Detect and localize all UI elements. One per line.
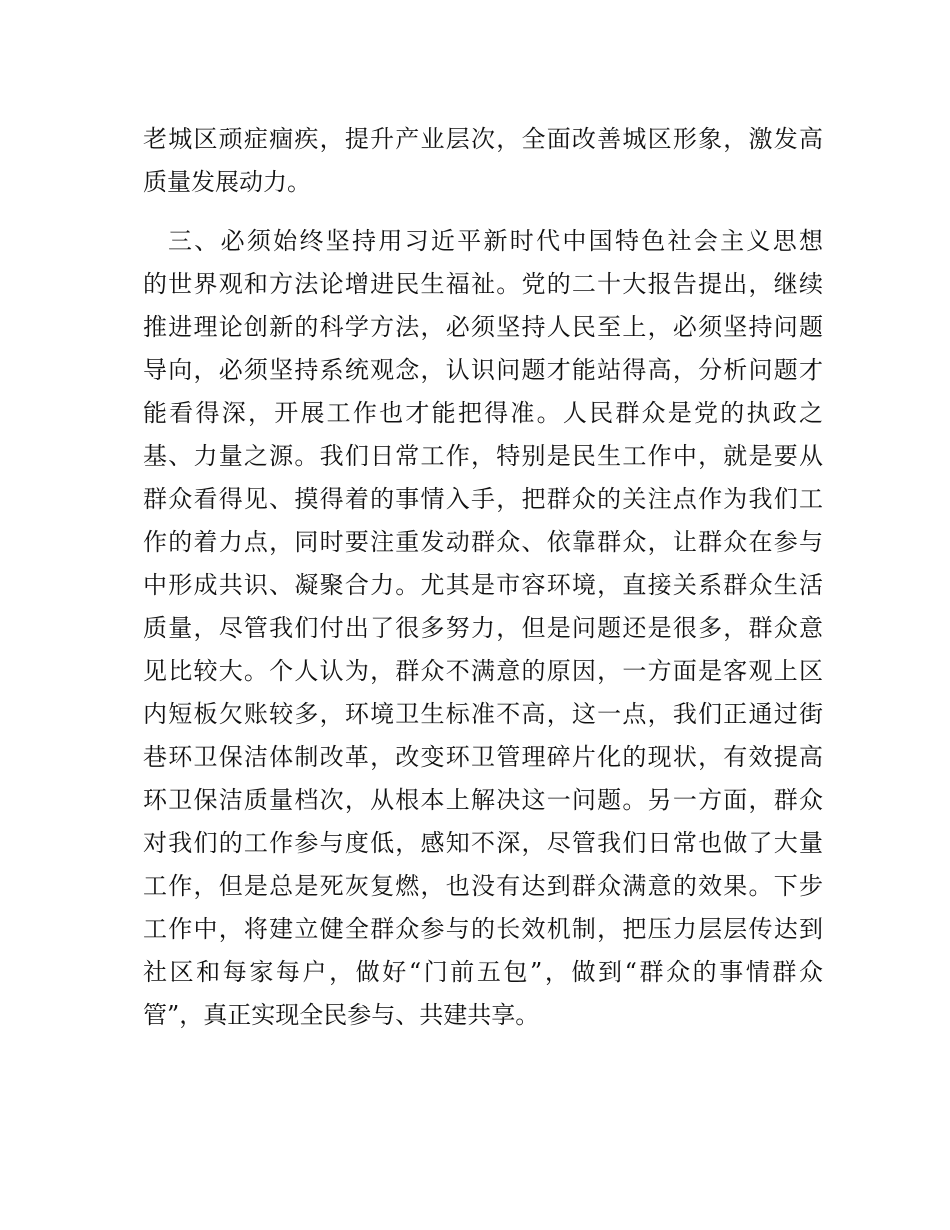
text-line: 管”，真正实现全民参与、共建共享。 (143, 1001, 540, 1029)
text-line: 三、必须始终坚持用习近平新时代中国特色社会主义思想 (168, 227, 823, 255)
text-line: 作的着力点，同时要注重发动群众、依靠群众，让群众在参与 (143, 528, 823, 556)
text-line: 基、力量之源。我们日常工作，特别是民生工作中，就是要从 (143, 442, 823, 470)
paragraph-section-three (143, 220, 823, 1037)
text-line: 内短板欠账较多，环境卫生标准不高，这一点，我们正通过街 (143, 700, 823, 728)
text-line: 导向，必须坚持系统观念，认识问题才能站得高，分析问题才 (143, 356, 823, 384)
text-line: 的世界观和方法论增进民生福祉。党的二十大报告提出，继续 (143, 270, 823, 298)
text-line: 质量发展动力。 (143, 168, 311, 196)
text-line: 巷环卫保洁体制改革，改变环卫管理碎片化的现状，有效提高 (143, 743, 823, 771)
text-line: 工作中，将建立健全群众参与的长效机制，把压力层层传达到 (143, 915, 823, 943)
text-line: 对我们的工作参与度低，感知不深，尽管我们日常也做了大量 (143, 829, 823, 857)
text-line: 推进理论创新的科学方法，必须坚持人民至上，必须坚持问题 (143, 313, 823, 341)
text-line: 群众看得见、摸得着的事情入手，把群众的关注点作为我们工 (143, 485, 823, 513)
text-line: 老城区顽症痼疾，提升产业层次，全面改善城区形象，激发高 (143, 125, 823, 153)
text-line: 工作，但是总是死灰复燃，也没有达到群众满意的效果。下步 (143, 872, 823, 900)
text-line: 质量，尽管我们付出了很多努力，但是问题还是很多，群众意 (143, 614, 823, 642)
paragraph-continuation (143, 118, 823, 204)
text-line: 见比较大。个人认为，群众不满意的原因，一方面是客观上区 (143, 657, 823, 685)
text-line: 能看得深，开展工作也才能把得准。人民群众是党的执政之 (143, 399, 823, 427)
text-line: 环卫保洁质量档次，从根本上解决这一问题。另一方面，群众 (143, 786, 823, 814)
text-line: 中形成共识、凝聚合力。尤其是市容环境，直接关系群众生活 (143, 571, 823, 599)
text-line: 社区和每家每户，做好“门前五包”，做到“群众的事情群众 (143, 958, 823, 986)
